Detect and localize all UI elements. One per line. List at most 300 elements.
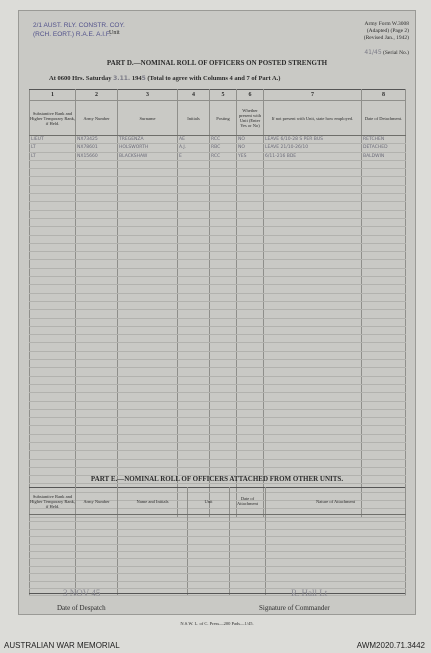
blank-row bbox=[30, 566, 406, 573]
table-cell bbox=[264, 210, 362, 218]
col-number: 1 bbox=[30, 90, 76, 101]
table-cell bbox=[118, 293, 178, 301]
table-cell bbox=[118, 310, 178, 318]
table-cell bbox=[362, 376, 406, 384]
table-cell bbox=[76, 368, 118, 376]
table-cell bbox=[266, 529, 406, 536]
table-cell bbox=[118, 343, 178, 351]
table-cell bbox=[30, 185, 76, 193]
table-cell bbox=[178, 310, 210, 318]
table-cell bbox=[76, 310, 118, 318]
table-cell bbox=[76, 529, 118, 536]
table-cell bbox=[76, 177, 118, 185]
table-cell bbox=[76, 401, 118, 409]
table-cell bbox=[266, 551, 406, 558]
table-cell: RCC bbox=[210, 136, 237, 144]
table-cell bbox=[237, 177, 264, 185]
table-cell bbox=[178, 260, 210, 268]
blank-row bbox=[30, 434, 406, 442]
blank-row bbox=[30, 160, 406, 168]
table-cell bbox=[266, 566, 406, 573]
table-cell bbox=[118, 185, 178, 193]
blank-row bbox=[30, 260, 406, 268]
table-cell bbox=[118, 260, 178, 268]
table-cell bbox=[30, 335, 76, 343]
table-cell bbox=[210, 310, 237, 318]
table-cell bbox=[30, 268, 76, 276]
table-cell bbox=[264, 351, 362, 359]
at-line-year: 194 bbox=[131, 75, 142, 82]
form-ref-line-3: (Revised Jan., 1942) bbox=[363, 35, 409, 41]
table-cell bbox=[210, 351, 237, 359]
col-number: 3 bbox=[118, 90, 178, 101]
table-cell bbox=[178, 343, 210, 351]
table-cell bbox=[178, 426, 210, 434]
table-cell bbox=[188, 574, 230, 581]
table-cell: NX15660 bbox=[76, 152, 118, 160]
blank-row bbox=[30, 384, 406, 392]
table-cell: DETACHED bbox=[362, 144, 406, 152]
blank-row bbox=[30, 310, 406, 318]
table-cell bbox=[362, 268, 406, 276]
table-cell bbox=[178, 285, 210, 293]
table-cell bbox=[264, 335, 362, 343]
table-cell bbox=[237, 318, 264, 326]
table-cell: RETCHEN bbox=[362, 136, 406, 144]
header-surname: Surname bbox=[118, 101, 178, 136]
table-cell bbox=[30, 426, 76, 434]
table-cell bbox=[230, 537, 266, 544]
blank-row bbox=[30, 326, 406, 334]
table-cell bbox=[266, 522, 406, 529]
table-cell bbox=[264, 202, 362, 210]
table-cell bbox=[76, 551, 118, 558]
table-cell bbox=[210, 326, 237, 334]
col-number: 2 bbox=[76, 90, 118, 101]
table-cell bbox=[30, 409, 76, 417]
table-cell bbox=[237, 351, 264, 359]
header-attachment-nature: Nature of Attachment bbox=[266, 488, 406, 515]
table-cell bbox=[76, 293, 118, 301]
table-cell bbox=[76, 185, 118, 193]
table-cell bbox=[178, 227, 210, 235]
table-cell bbox=[264, 235, 362, 243]
table-cell bbox=[76, 235, 118, 243]
table-cell bbox=[210, 343, 237, 351]
table-cell bbox=[188, 559, 230, 566]
table-cell bbox=[362, 418, 406, 426]
table-cell bbox=[362, 310, 406, 318]
table-cell bbox=[210, 260, 237, 268]
table-cell bbox=[362, 409, 406, 417]
table-cell bbox=[178, 318, 210, 326]
table-cell bbox=[30, 360, 76, 368]
table-cell bbox=[237, 235, 264, 243]
table-cell bbox=[30, 227, 76, 235]
table-cell bbox=[264, 393, 362, 401]
table-cell bbox=[76, 252, 118, 260]
table-cell bbox=[210, 434, 237, 442]
table-cell bbox=[210, 301, 237, 309]
archive-id: AWM2020.71.3442 bbox=[356, 641, 425, 650]
table-cell bbox=[210, 277, 237, 285]
blank-row bbox=[30, 277, 406, 285]
table-cell bbox=[237, 227, 264, 235]
blank-row bbox=[30, 459, 406, 467]
table-cell bbox=[118, 376, 178, 384]
table-cell: BLACKSHAW bbox=[118, 152, 178, 160]
table-cell bbox=[210, 268, 237, 276]
table-cell bbox=[118, 169, 178, 177]
table-cell bbox=[362, 235, 406, 243]
table-cell bbox=[264, 426, 362, 434]
form-ref-line-1: Army Form W.3008 bbox=[364, 21, 409, 27]
table-cell bbox=[237, 285, 264, 293]
table-cell bbox=[264, 409, 362, 417]
table-cell bbox=[30, 202, 76, 210]
table-cell bbox=[362, 252, 406, 260]
table-cell bbox=[118, 566, 188, 573]
table-cell bbox=[118, 301, 178, 309]
blank-row bbox=[30, 351, 406, 359]
table-cell bbox=[237, 293, 264, 301]
header-initials: Initials bbox=[178, 101, 210, 136]
table-cell bbox=[210, 409, 237, 417]
table-cell bbox=[178, 409, 210, 417]
table-cell bbox=[362, 326, 406, 334]
archive-name: AUSTRALIAN WAR MEMORIAL bbox=[4, 641, 120, 650]
form-sheet bbox=[18, 10, 416, 626]
table-cell bbox=[76, 218, 118, 226]
table-cell bbox=[30, 442, 76, 450]
table-cell bbox=[76, 343, 118, 351]
table-cell bbox=[264, 401, 362, 409]
table-cell bbox=[264, 318, 362, 326]
table-cell bbox=[210, 360, 237, 368]
table-cell bbox=[30, 459, 76, 467]
table-cell bbox=[188, 537, 230, 544]
table-cell bbox=[118, 360, 178, 368]
table-cell bbox=[30, 177, 76, 185]
blank-row bbox=[30, 343, 406, 351]
table-cell bbox=[118, 401, 178, 409]
table-cell bbox=[210, 169, 237, 177]
table-cell bbox=[362, 451, 406, 459]
table-cell bbox=[118, 574, 188, 581]
table-cell bbox=[76, 522, 118, 529]
blank-row bbox=[30, 285, 406, 293]
table-cell bbox=[76, 169, 118, 177]
table-cell bbox=[30, 218, 76, 226]
archive-footer bbox=[0, 641, 431, 653]
blank-row bbox=[30, 335, 406, 343]
unit-label: Unit bbox=[109, 30, 120, 36]
table-cell bbox=[178, 268, 210, 276]
table-cell: RBC bbox=[210, 144, 237, 152]
table-cell bbox=[362, 194, 406, 202]
table-cell bbox=[30, 418, 76, 426]
table-cell bbox=[30, 529, 76, 536]
table-cell: LIEUT bbox=[30, 136, 76, 144]
table-cell bbox=[264, 434, 362, 442]
at-line bbox=[49, 75, 280, 82]
table-cell: 6/11-216 BDE bbox=[264, 152, 362, 160]
table-cell bbox=[76, 335, 118, 343]
table-cell bbox=[362, 210, 406, 218]
table-cell bbox=[264, 310, 362, 318]
table-cell bbox=[362, 351, 406, 359]
table-cell bbox=[76, 515, 118, 522]
table-cell bbox=[118, 227, 178, 235]
col-number: 8 bbox=[362, 90, 406, 101]
table-cell bbox=[178, 335, 210, 343]
table-cell bbox=[118, 202, 178, 210]
table-cell bbox=[264, 368, 362, 376]
table-cell bbox=[362, 293, 406, 301]
table-cell: E bbox=[178, 152, 210, 160]
table-cell bbox=[76, 376, 118, 384]
table-cell bbox=[362, 442, 406, 450]
table-cell bbox=[210, 194, 237, 202]
table-cell bbox=[362, 301, 406, 309]
table-cell bbox=[188, 529, 230, 536]
header-attachment-date: Date of Attachment bbox=[230, 488, 266, 515]
table-cell bbox=[237, 202, 264, 210]
table-cell bbox=[30, 368, 76, 376]
table-cell bbox=[178, 301, 210, 309]
table-cell bbox=[118, 326, 178, 334]
at-line-date: 3.11. bbox=[113, 75, 131, 82]
header-detachment: Date of Detachment. bbox=[362, 101, 406, 136]
serial-number bbox=[364, 49, 409, 56]
table-cell bbox=[30, 537, 76, 544]
table-cell bbox=[210, 418, 237, 426]
table-cell bbox=[30, 235, 76, 243]
blank-row bbox=[30, 210, 406, 218]
blank-row bbox=[30, 252, 406, 260]
table-cell: NX78601 bbox=[76, 144, 118, 152]
table-cell bbox=[118, 529, 188, 536]
table-cell bbox=[362, 260, 406, 268]
table-cell bbox=[230, 544, 266, 551]
table-cell bbox=[362, 426, 406, 434]
table-cell bbox=[118, 409, 178, 417]
table-cell bbox=[178, 351, 210, 359]
table-row bbox=[30, 152, 406, 160]
header-army-number: Army Number bbox=[76, 488, 118, 515]
table-cell bbox=[188, 515, 230, 522]
table-cell bbox=[76, 434, 118, 442]
blank-row bbox=[30, 169, 406, 177]
table-cell bbox=[118, 285, 178, 293]
table-cell bbox=[237, 426, 264, 434]
table-cell bbox=[76, 459, 118, 467]
table-cell bbox=[237, 418, 264, 426]
table-cell bbox=[118, 522, 188, 529]
table-cell bbox=[210, 401, 237, 409]
blank-row bbox=[30, 529, 406, 536]
table-cell bbox=[178, 160, 210, 168]
stamp-line-1: 2/1 AUST. RLY. CONSTR. COY. bbox=[33, 22, 125, 29]
table-cell bbox=[30, 434, 76, 442]
table-cell bbox=[264, 268, 362, 276]
table-cell bbox=[188, 544, 230, 551]
table-cell bbox=[30, 310, 76, 318]
table-cell bbox=[76, 559, 118, 566]
table-cell bbox=[264, 218, 362, 226]
blank-row bbox=[30, 544, 406, 551]
header-name: Name and Initials bbox=[118, 488, 188, 515]
table-cell bbox=[118, 335, 178, 343]
table-cell: NO bbox=[237, 136, 264, 144]
blank-row bbox=[30, 243, 406, 251]
table-cell bbox=[362, 393, 406, 401]
blank-row bbox=[30, 442, 406, 450]
table-cell bbox=[264, 343, 362, 351]
table-cell bbox=[76, 227, 118, 235]
table-cell bbox=[30, 451, 76, 459]
table-cell bbox=[362, 360, 406, 368]
despatch-handwritten: 3 NOV 45 bbox=[63, 588, 101, 598]
table-cell bbox=[210, 202, 237, 210]
blank-row bbox=[30, 235, 406, 243]
part-d-table bbox=[29, 89, 406, 518]
table-cell bbox=[237, 169, 264, 177]
table-cell bbox=[118, 418, 178, 426]
table-cell bbox=[30, 351, 76, 359]
table-cell bbox=[264, 376, 362, 384]
table-cell bbox=[237, 277, 264, 285]
table-cell bbox=[118, 544, 188, 551]
table-cell bbox=[362, 218, 406, 226]
table-cell bbox=[362, 384, 406, 392]
table-cell bbox=[237, 459, 264, 467]
table-cell bbox=[30, 343, 76, 351]
table-cell: LEAVE 6/10-28 S PER BUS bbox=[264, 136, 362, 144]
table-cell bbox=[362, 434, 406, 442]
table-cell bbox=[30, 551, 76, 558]
table-cell bbox=[118, 243, 178, 251]
table-cell bbox=[188, 566, 230, 573]
table-cell bbox=[76, 160, 118, 168]
table-cell bbox=[178, 434, 210, 442]
table-cell bbox=[237, 194, 264, 202]
table-cell bbox=[30, 293, 76, 301]
blank-row bbox=[30, 426, 406, 434]
table-cell bbox=[210, 335, 237, 343]
table-cell bbox=[178, 243, 210, 251]
table-cell bbox=[76, 409, 118, 417]
table-cell bbox=[178, 185, 210, 193]
table-cell bbox=[237, 442, 264, 450]
despatch-label: Date of Despatch bbox=[57, 604, 106, 612]
table-cell bbox=[210, 243, 237, 251]
table-cell bbox=[210, 384, 237, 392]
table-cell bbox=[76, 451, 118, 459]
table-cell bbox=[76, 194, 118, 202]
table-cell bbox=[264, 243, 362, 251]
table-cell bbox=[118, 210, 178, 218]
table-cell bbox=[118, 434, 178, 442]
header-employment: If not present with Unit, state how employed. bbox=[264, 101, 362, 136]
table-cell bbox=[264, 442, 362, 450]
table-cell bbox=[237, 360, 264, 368]
table-cell bbox=[30, 318, 76, 326]
table-cell bbox=[178, 235, 210, 243]
table-cell bbox=[118, 368, 178, 376]
table-cell bbox=[237, 401, 264, 409]
table-cell bbox=[188, 522, 230, 529]
table-cell bbox=[264, 277, 362, 285]
table-cell bbox=[178, 368, 210, 376]
table-cell bbox=[118, 160, 178, 168]
table-cell bbox=[188, 551, 230, 558]
col-number: 7 bbox=[264, 90, 362, 101]
table-cell bbox=[266, 537, 406, 544]
blank-row bbox=[30, 418, 406, 426]
table-cell bbox=[210, 318, 237, 326]
table-cell bbox=[30, 194, 76, 202]
table-cell bbox=[362, 227, 406, 235]
table-cell bbox=[30, 393, 76, 401]
table-cell bbox=[76, 384, 118, 392]
table-cell bbox=[266, 581, 406, 588]
table-cell bbox=[178, 277, 210, 285]
table-cell bbox=[118, 515, 188, 522]
stamp-line-2: (RCH. EORT.) R.A.E. A.I.F. bbox=[33, 31, 111, 38]
table-cell bbox=[210, 293, 237, 301]
table-cell bbox=[178, 393, 210, 401]
blank-row bbox=[30, 515, 406, 522]
table-cell bbox=[237, 210, 264, 218]
header-army-number: Army Number bbox=[76, 101, 118, 136]
table-cell bbox=[210, 218, 237, 226]
table-cell bbox=[118, 551, 188, 558]
table-cell: HOLSWORTH bbox=[118, 144, 178, 152]
table-cell bbox=[264, 160, 362, 168]
table-cell bbox=[30, 559, 76, 566]
table-cell bbox=[76, 268, 118, 276]
col-number: 6 bbox=[237, 90, 264, 101]
blank-row bbox=[30, 360, 406, 368]
blank-row bbox=[30, 522, 406, 529]
table-cell bbox=[362, 169, 406, 177]
table-cell bbox=[178, 293, 210, 301]
table-cell bbox=[210, 252, 237, 260]
blank-row bbox=[30, 559, 406, 566]
blank-row bbox=[30, 318, 406, 326]
table-cell bbox=[30, 566, 76, 573]
table-cell bbox=[230, 581, 266, 588]
table-cell bbox=[118, 559, 188, 566]
blank-row bbox=[30, 574, 406, 581]
column-number-row bbox=[30, 90, 406, 101]
blank-row bbox=[30, 218, 406, 226]
table-cell bbox=[210, 426, 237, 434]
table-cell bbox=[76, 285, 118, 293]
table-cell bbox=[264, 293, 362, 301]
table-cell bbox=[118, 442, 178, 450]
table-cell bbox=[362, 177, 406, 185]
blank-row bbox=[30, 301, 406, 309]
table-cell bbox=[210, 368, 237, 376]
table-cell bbox=[178, 360, 210, 368]
table-cell: YES bbox=[237, 152, 264, 160]
table-cell bbox=[210, 227, 237, 235]
table-cell bbox=[76, 418, 118, 426]
header-posting: Posting bbox=[210, 101, 237, 136]
table-cell bbox=[264, 227, 362, 235]
